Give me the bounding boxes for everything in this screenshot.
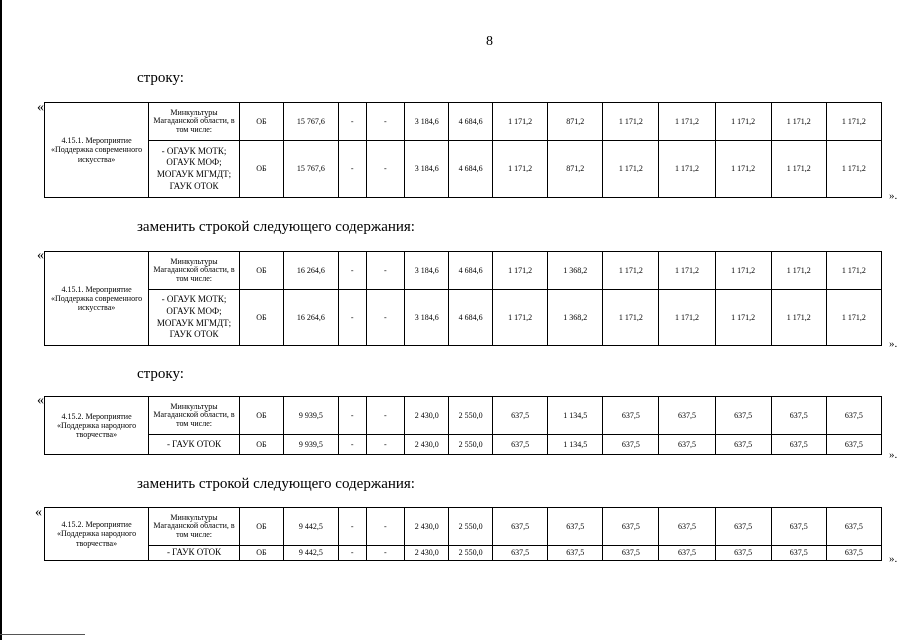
org-cell: - ГАУК ОТОК (149, 546, 240, 561)
table-row (45, 290, 882, 346)
value-cell: 637,5 (715, 508, 771, 546)
value-cell: 1 171,2 (771, 252, 826, 290)
value-cell: 2 550,0 (449, 508, 493, 546)
opening-quote: « (37, 100, 44, 115)
value-cell: - (366, 435, 405, 455)
value-cell: 1 171,2 (826, 141, 881, 198)
value-cell: 637,5 (493, 508, 548, 546)
value-cell: 1 134,5 (548, 397, 603, 435)
table-row (45, 435, 882, 455)
value-cell: 637,5 (715, 546, 771, 561)
value-cell: 2 550,0 (449, 435, 493, 455)
value-cell: - (366, 141, 405, 198)
org-cell: Минкультуры Магаданской области, в том числе: (149, 103, 240, 141)
activity-name: 4.15.1. Мероприятие «Поддержка современного искусства» (45, 252, 149, 346)
source-cell: ОБ (239, 290, 283, 346)
value-cell: 2 430,0 (405, 508, 449, 546)
value-cell: 1 171,2 (603, 103, 659, 141)
value-cell: - (338, 397, 366, 435)
org-cell: Минкультуры Магаданской области, в том числе: (149, 252, 240, 290)
activity-name: 4.15.2. Мероприятие «Поддержка народного творчества» (45, 397, 149, 455)
value-cell: 637,5 (548, 546, 603, 561)
value-cell: 4 684,6 (449, 290, 493, 346)
value-cell: 2 430,0 (405, 546, 449, 561)
value-cell: - (338, 508, 366, 546)
table-row (45, 141, 882, 198)
source-cell: ОБ (239, 508, 283, 546)
value-cell: 2 430,0 (405, 435, 449, 455)
table-row (45, 508, 882, 546)
value-cell: - (366, 252, 405, 290)
value-cell: 871,2 (548, 141, 603, 198)
value-cell: 1 171,2 (771, 103, 826, 141)
value-cell: 2 430,0 (405, 397, 449, 435)
value-cell: 4 684,6 (449, 103, 493, 141)
value-cell: 637,5 (659, 546, 715, 561)
source-cell: ОБ (239, 141, 283, 198)
budget-table (44, 396, 882, 455)
value-cell: 1 171,2 (715, 103, 771, 141)
value-cell: 1 171,2 (659, 141, 715, 198)
activity-name: 4.15.1. Мероприятие «Поддержка современного искусства» (45, 103, 149, 198)
instruction-text: заменить строкой следующего содержания: (137, 476, 415, 492)
budget-table (44, 507, 882, 561)
total-cell: 9 442,5 (283, 508, 338, 546)
closing-quote: ». (889, 449, 898, 461)
value-cell: - (338, 290, 366, 346)
value-cell: 1 171,2 (659, 252, 715, 290)
value-cell: 4 684,6 (449, 141, 493, 198)
value-cell: - (338, 435, 366, 455)
value-cell: - (366, 546, 405, 561)
value-cell: 637,5 (826, 397, 881, 435)
value-cell: 637,5 (493, 435, 548, 455)
table-row (45, 397, 882, 435)
budget-table (44, 102, 882, 198)
value-cell: - (366, 397, 405, 435)
value-cell: 637,5 (771, 546, 826, 561)
value-cell: 637,5 (826, 435, 881, 455)
value-cell: 1 171,2 (493, 141, 548, 198)
value-cell: - (338, 546, 366, 561)
source-cell: ОБ (239, 252, 283, 290)
value-cell: 3 184,6 (405, 252, 449, 290)
instruction-text: строку: (137, 70, 184, 86)
org-cell: - ОГАУК МОТК; ОГАУК МОФ; МОГАУК МГМДТ; ГАУК ОТОК (149, 141, 240, 198)
value-cell: 871,2 (548, 103, 603, 141)
value-cell: 637,5 (715, 397, 771, 435)
value-cell: 637,5 (548, 508, 603, 546)
value-cell: 637,5 (659, 508, 715, 546)
value-cell: 1 134,5 (548, 435, 603, 455)
value-cell: 637,5 (603, 435, 659, 455)
value-cell: 637,5 (603, 546, 659, 561)
total-cell: 15 767,6 (283, 141, 338, 198)
total-cell: 9 939,5 (283, 397, 338, 435)
value-cell: 3 184,6 (405, 141, 449, 198)
total-cell: 9 442,5 (283, 546, 338, 561)
value-cell: 3 184,6 (405, 290, 449, 346)
total-cell: 16 264,6 (283, 290, 338, 346)
total-cell: 9 939,5 (283, 435, 338, 455)
total-cell: 15 767,6 (283, 103, 338, 141)
value-cell: 1 368,2 (548, 290, 603, 346)
value-cell: 1 171,2 (715, 141, 771, 198)
value-cell: 637,5 (493, 397, 548, 435)
instruction-text: строку: (137, 366, 184, 382)
closing-quote: ». (889, 338, 898, 350)
source-cell: ОБ (239, 397, 283, 435)
instruction-text: заменить строкой следующего содержания: (137, 219, 415, 235)
value-cell: - (366, 508, 405, 546)
value-cell: 1 171,2 (659, 290, 715, 346)
table-row (45, 546, 882, 561)
value-cell: 1 171,2 (826, 103, 881, 141)
value-cell: - (366, 103, 405, 141)
value-cell: - (366, 290, 405, 346)
value-cell: 4 684,6 (449, 252, 493, 290)
value-cell: 2 550,0 (449, 397, 493, 435)
source-cell: ОБ (239, 546, 283, 561)
value-cell: 2 550,0 (449, 546, 493, 561)
value-cell: 637,5 (603, 508, 659, 546)
closing-quote: ». (889, 553, 898, 565)
org-cell: Минкультуры Магаданской области, в том числе: (149, 508, 240, 546)
table-row (45, 252, 882, 290)
value-cell: 1 171,2 (771, 141, 826, 198)
closing-quote: ». (889, 190, 898, 202)
opening-quote: « (37, 393, 44, 408)
source-cell: ОБ (239, 435, 283, 455)
value-cell: 1 368,2 (548, 252, 603, 290)
value-cell: 1 171,2 (659, 103, 715, 141)
budget-table (44, 251, 882, 346)
value-cell: 1 171,2 (715, 290, 771, 346)
activity-name: 4.15.2. Мероприятие «Поддержка народного творчества» (45, 508, 149, 561)
value-cell: 637,5 (826, 546, 881, 561)
total-cell: 16 264,6 (283, 252, 338, 290)
value-cell: 637,5 (771, 397, 826, 435)
value-cell: 637,5 (826, 508, 881, 546)
value-cell: - (338, 141, 366, 198)
value-cell: 637,5 (493, 546, 548, 561)
value-cell: 637,5 (715, 435, 771, 455)
org-cell: - ОГАУК МОТК; ОГАУК МОФ; МОГАУК МГМДТ; ГАУК ОТОК (149, 290, 240, 346)
value-cell: 1 171,2 (603, 290, 659, 346)
opening-quote: « (35, 505, 42, 520)
left-margin-rule (0, 0, 2, 640)
value-cell: 637,5 (771, 435, 826, 455)
org-cell: Минкультуры Магаданской области, в том числе: (149, 397, 240, 435)
page-number: 8 (486, 34, 493, 49)
value-cell: 1 171,2 (493, 252, 548, 290)
value-cell: 1 171,2 (493, 290, 548, 346)
source-cell: ОБ (239, 103, 283, 141)
value-cell: 1 171,2 (603, 141, 659, 198)
value-cell: 637,5 (659, 435, 715, 455)
opening-quote: « (37, 248, 44, 263)
value-cell: 1 171,2 (826, 290, 881, 346)
value-cell: - (338, 103, 366, 141)
value-cell: 637,5 (603, 397, 659, 435)
value-cell: 3 184,6 (405, 103, 449, 141)
table-row (45, 103, 882, 141)
value-cell: 637,5 (659, 397, 715, 435)
value-cell: 1 171,2 (603, 252, 659, 290)
value-cell: 1 171,2 (826, 252, 881, 290)
value-cell: 1 171,2 (771, 290, 826, 346)
value-cell: 637,5 (771, 508, 826, 546)
value-cell: 1 171,2 (493, 103, 548, 141)
value-cell: 1 171,2 (715, 252, 771, 290)
value-cell: - (338, 252, 366, 290)
bottom-rule (0, 634, 85, 635)
org-cell: - ГАУК ОТОК (149, 435, 240, 455)
